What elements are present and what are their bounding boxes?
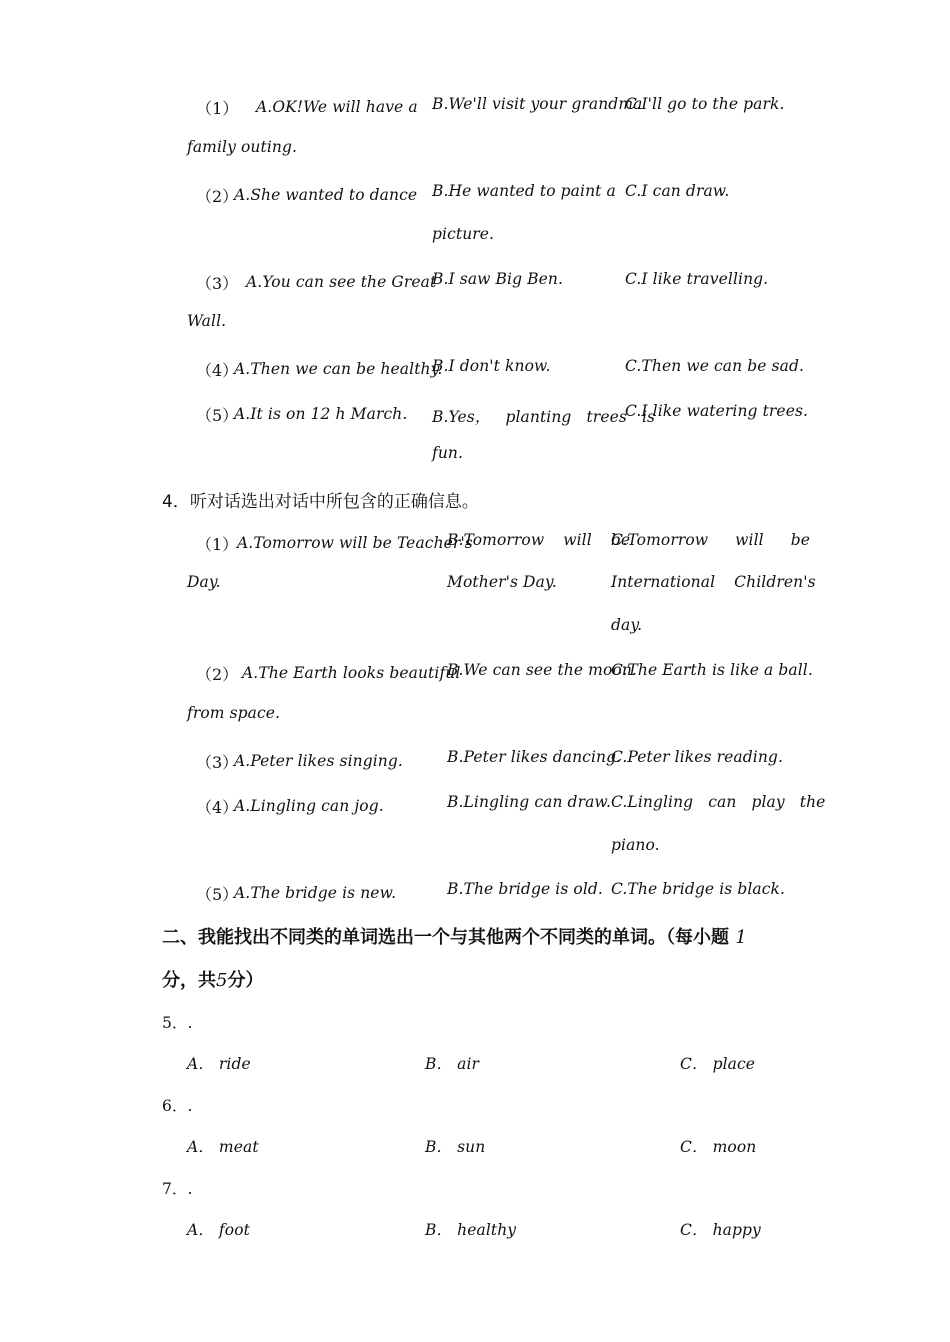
- option-b: B． healthy: [425, 1221, 517, 1239]
- option-a: A.It is on 12 h March.: [234, 405, 408, 423]
- option-b-line2: fun.: [432, 444, 464, 462]
- item-number: （3）: [196, 753, 239, 772]
- section-2-total: 5: [216, 970, 228, 991]
- item-number: （2）: [196, 665, 239, 684]
- option-c: C.Peter likes reading.: [611, 748, 783, 766]
- option-c-line3: day.: [611, 616, 643, 634]
- item-number: （4）: [196, 361, 239, 380]
- question-number: 7．.: [162, 1180, 193, 1198]
- option-b-line1: B.He wanted to paint a: [432, 182, 616, 200]
- option-a-line2: Wall.: [187, 312, 227, 330]
- option-a: A.Peter likes singing.: [234, 752, 403, 770]
- option-c: C.Then we can be sad.: [625, 357, 805, 375]
- option-a: A． ride: [187, 1055, 251, 1073]
- question-number: 5．.: [162, 1014, 193, 1032]
- option-a: A.The bridge is new.: [234, 884, 397, 902]
- option-c-line1: C.Lingling can play the: [611, 793, 826, 811]
- option-b: B． air: [425, 1055, 480, 1073]
- option-a: A． meat: [187, 1138, 259, 1156]
- option-c: C.I like travelling.: [625, 270, 769, 288]
- option-b-line2: picture.: [432, 225, 495, 243]
- option-c: C． moon: [680, 1138, 757, 1156]
- option-c-line1: C.Tomorrow will be: [611, 531, 811, 549]
- option-a-line2: family outing.: [187, 138, 298, 156]
- option-b: B.I don't know.: [432, 357, 551, 375]
- question-number: 6．.: [162, 1097, 193, 1115]
- option-c: C． place: [680, 1055, 756, 1073]
- option-c: C.The bridge is black.: [611, 880, 786, 898]
- option-c: C.I like watering trees.: [625, 402, 809, 420]
- section-2-text-b: 分）: [227, 970, 264, 991]
- option-b: B． sun: [425, 1138, 486, 1156]
- option-c: C.I'll go to the park.: [625, 95, 785, 113]
- option-a: A.Lingling can jog.: [234, 797, 384, 815]
- option-b: B.The bridge is old.: [447, 880, 603, 898]
- question-4-title: 4．听对话选出对话中所包含的正确信息。: [162, 492, 479, 512]
- option-b-line2: Mother's Day.: [447, 573, 557, 591]
- section-2-heading-line2: [162, 966, 263, 992]
- option-b: B.Peter likes dancing.: [447, 748, 622, 766]
- option-a: A.She wanted to dance: [234, 186, 418, 204]
- item-number: （1）: [196, 99, 239, 118]
- option-b: B.We'll visit your grandma: [432, 95, 643, 113]
- section-2-text-a: 分，共: [162, 970, 216, 991]
- option-b-line1: B.Tomorrow will be: [447, 531, 631, 549]
- option-a-line2: from space.: [187, 704, 281, 722]
- item-number: （4）: [196, 798, 239, 817]
- option-b: B.Lingling can draw.: [447, 793, 611, 811]
- option-c-line2: piano.: [611, 836, 660, 854]
- option-a: A.Then we can be healthy.: [234, 360, 443, 378]
- item-number: （5）: [196, 885, 239, 904]
- option-c: C.The Earth is like a ball.: [611, 661, 813, 679]
- option-c-line2: International Children's: [611, 573, 816, 591]
- option-a-line1: A.You can see the Great: [246, 273, 437, 291]
- item-number: （2）: [196, 187, 239, 206]
- item-number: （1）: [196, 535, 239, 554]
- option-a-line2: Day.: [187, 573, 221, 591]
- option-b: B.I saw Big Ben.: [432, 270, 564, 288]
- section-2-points: 1: [735, 927, 747, 948]
- item-number: （5）: [196, 406, 239, 425]
- option-b: B.We can see the moon.: [447, 661, 637, 679]
- option-a-line1: A.The Earth looks beautiful: [242, 664, 461, 682]
- option-b-line1: B.Yes， planting trees is: [432, 408, 656, 426]
- option-a-line1: A.Tomorrow will be Teacher's: [237, 534, 473, 552]
- section-2-heading: [162, 923, 747, 949]
- option-a-line1: A.OK!We will have a: [256, 98, 418, 116]
- option-c: C． happy: [680, 1221, 761, 1239]
- section-2-heading-text: 二、我能找出不同类的单词选出一个与其他两个不同类的单词。（每小题: [162, 927, 729, 948]
- option-a: A． foot: [187, 1221, 250, 1239]
- item-number: （3）: [196, 274, 239, 293]
- option-c: C.I can draw.: [625, 182, 730, 200]
